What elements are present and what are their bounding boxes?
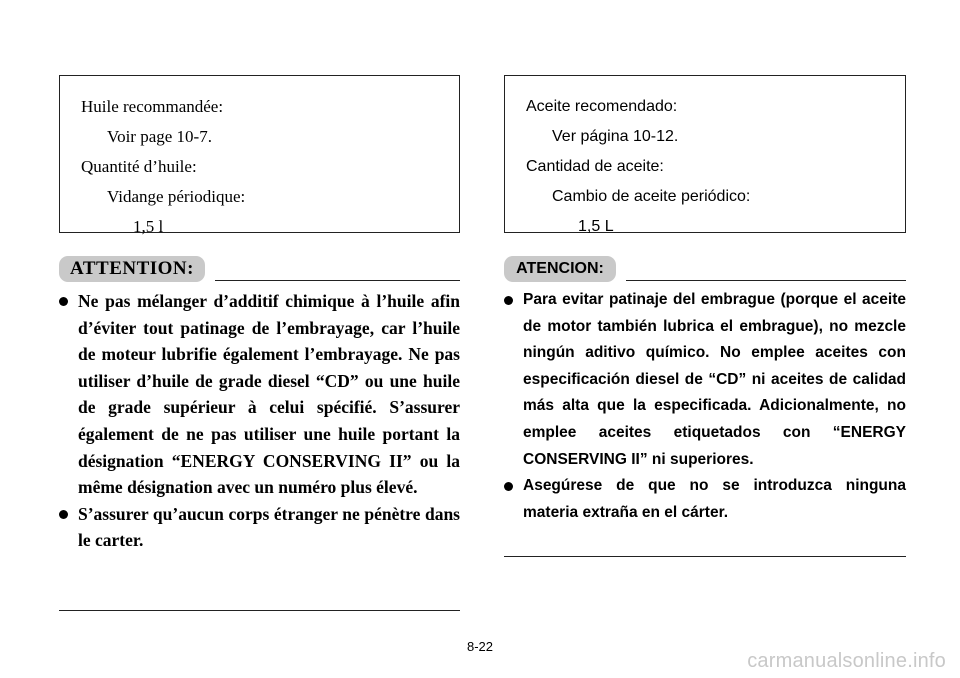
recommended-oil-label: Aceite recomendado: [526,98,678,115]
attention-header-spanish [504,256,906,282]
list-item: Para evitar patinaje del embrague (porque el aceite de motor también lubrica el embrague), no mezcle ningún aditivo químico. No emplee aceites con especificación diesel de “CD” ni aceites de calidad más alta que la especificada. Adicionalmente, no emplee aceites etiquetados con “ENERGY CONSERVING II” ni superiores. [504,287,906,473]
header-rule [215,280,460,281]
oil-quantity-label: Quantité d’huile: [81,157,197,176]
oil-spec-box-spanish [504,75,906,233]
page-number: 8-22 [466,639,494,654]
recommended-oil-page-ref: Voir page 10-7. [107,127,212,146]
bullet-icon [59,510,68,519]
attention-header-french [59,256,460,282]
attention-list-french [59,288,460,554]
oil-quantity-value: 1,5 L [578,218,614,235]
atencion-badge: ATENCION: [504,256,616,282]
section-end-rule-spanish [504,556,906,557]
bullet-icon [59,297,68,306]
list-item: Ne pas mélanger d’additif chimique à l’huile afin d’éviter tout patinage de l’embrayage, car l’huile de moteur lubrifie également l’embrayage. Ne pas utiliser d’huile de grade diesel “CD” ou une huile de grade supérieur à celui spécifié. S’assurer également de ne pas utiliser une huile portant la désignation “ENERGY CONSERVING II” ou la même désignation avec un numéro plus élevé. [59,288,460,501]
attention-list-spanish [504,287,906,526]
recommended-oil-page-ref: Ver página 10-12. [552,128,679,145]
header-rule [626,280,906,281]
periodic-change-label: Vidange périodique: [107,187,246,206]
section-end-rule-french [59,610,460,611]
oil-spec-box-french [59,75,460,236]
bullet-icon [504,482,513,491]
watermark: carmanualsonline.info [747,650,946,672]
list-item: Asegúrese de que no se introduzca ninguna materia extraña en el cárter. [504,473,906,526]
periodic-change-label: Cambio de aceite periódico: [552,188,751,205]
attention-badge: ATTENTION: [59,256,205,282]
list-item: S’assurer qu’aucun corps étranger ne pénètre dans le carter. [59,501,460,554]
oil-quantity-value: 1,5 l [133,217,164,236]
recommended-oil-label: Huile recommandée: [81,97,224,116]
oil-quantity-label: Cantidad de aceite: [526,158,664,175]
bullet-icon [504,296,513,305]
